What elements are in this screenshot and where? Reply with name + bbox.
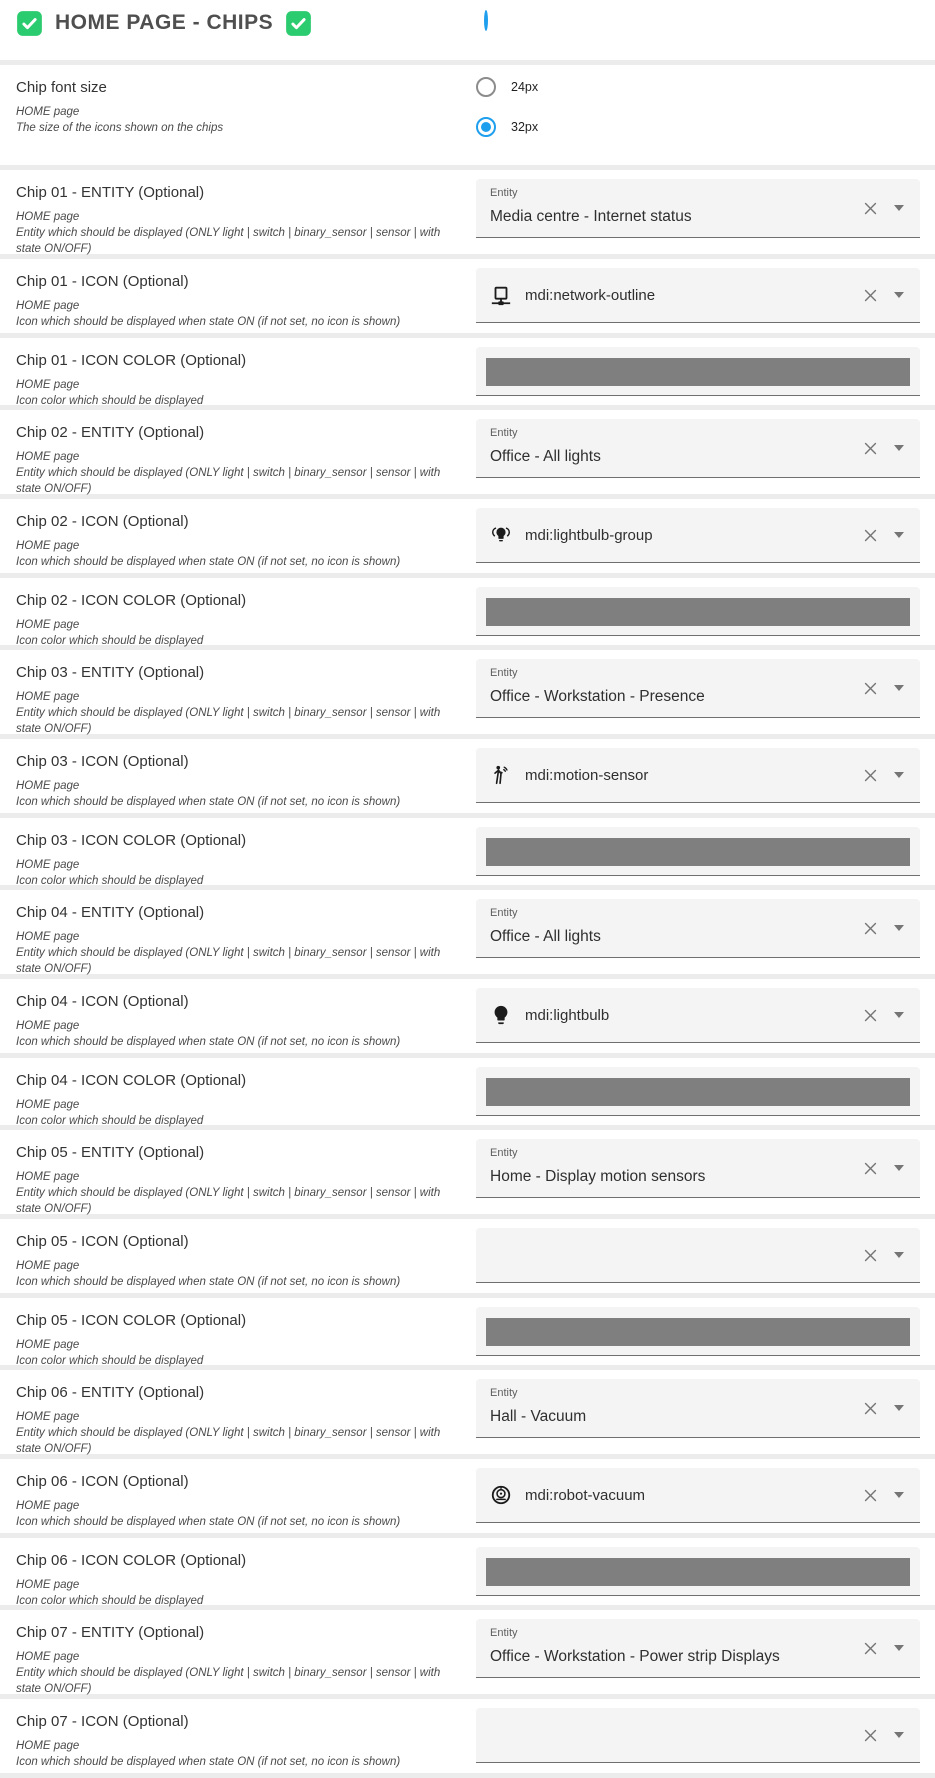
section-description: Icon which should be displayed when state ON (if not set, no icon is shown): [16, 1756, 401, 1769]
section-description: Icon color which should be displayed: [16, 1595, 204, 1608]
config-row: [0, 170, 935, 259]
section-title: Chip 05 - ICON COLOR (Optional): [16, 1312, 247, 1329]
section-title: Chip 02 - ICON (Optional): [16, 513, 189, 530]
section-title: Chip 06 - ICON (Optional): [16, 1473, 189, 1490]
entity-field[interactable]: [476, 659, 920, 718]
font-size-option[interactable]: [476, 117, 920, 137]
entity-field-value: Office - All lights: [490, 448, 601, 465]
entity-field-value: Office - Workstation - Power strip Displays: [490, 1648, 780, 1665]
config-row: [0, 890, 935, 979]
clear-button[interactable]: [861, 1159, 879, 1177]
section-description: Entity which should be displayed (ONLY light | switch | binary_sensor | sensor | with state ON/OFF): [16, 1427, 441, 1456]
icon-field-value: mdi:motion-sensor: [525, 766, 649, 784]
section-title: Chip 06 - ICON COLOR (Optional): [16, 1552, 247, 1569]
radio-icon: [476, 77, 496, 97]
section-subtitle: HOME page: [16, 1171, 80, 1183]
section-title: Chip 05 - ICON (Optional): [16, 1233, 189, 1250]
config-row: [0, 1370, 935, 1459]
section-subtitle: HOME page: [16, 780, 80, 792]
dropdown-caret-icon[interactable]: [892, 921, 906, 935]
color-field[interactable]: [476, 587, 920, 636]
lightbulb-group-icon: [490, 524, 512, 546]
section-subtitle: HOME page: [16, 300, 80, 312]
section-title: Chip 01 - ICON (Optional): [16, 273, 189, 290]
entity-field-value: Hall - Vacuum: [490, 1408, 587, 1425]
color-field[interactable]: [476, 1547, 920, 1596]
entity-field[interactable]: [476, 179, 920, 238]
clear-button[interactable]: [861, 766, 879, 784]
entity-field-value: Media centre - Internet status: [490, 208, 692, 225]
check-icon: [16, 10, 43, 37]
dropdown-caret-icon[interactable]: [892, 441, 906, 455]
radio-icon: [476, 117, 496, 137]
color-swatch: [486, 358, 910, 386]
clear-button[interactable]: [861, 439, 879, 457]
config-row: [0, 1538, 935, 1610]
section-title: Chip 05 - ENTITY (Optional): [16, 1144, 205, 1161]
section-subtitle: HOME page: [16, 1099, 80, 1111]
clear-button[interactable]: [861, 526, 879, 544]
section-description: Icon which should be displayed when state ON (if not set, no icon is shown): [16, 316, 401, 329]
clear-button[interactable]: [861, 1399, 879, 1417]
dropdown-caret-icon[interactable]: [892, 1728, 906, 1742]
dropdown-caret-icon[interactable]: [892, 1401, 906, 1415]
clear-button[interactable]: [861, 286, 879, 304]
icon-field[interactable]: [476, 988, 920, 1043]
section-description: The size of the icons shown on the chips: [16, 122, 224, 135]
entity-field-label: Entity: [490, 907, 518, 919]
entity-field-label: Entity: [490, 667, 518, 679]
section-subtitle: HOME page: [16, 1411, 80, 1423]
section-subtitle: HOME page: [16, 1740, 80, 1752]
sections-list: [0, 170, 935, 1778]
clear-button[interactable]: [861, 1246, 879, 1264]
section-title: Chip 06 - ENTITY (Optional): [16, 1384, 205, 1401]
config-row: [0, 1130, 935, 1219]
section-description: Icon color which should be displayed: [16, 1115, 204, 1128]
clear-button[interactable]: [861, 1006, 879, 1024]
section-title: Chip 02 - ICON COLOR (Optional): [16, 592, 247, 609]
robot-vacuum-icon: [490, 1484, 512, 1506]
section-title: Chip 04 - ENTITY (Optional): [16, 904, 205, 921]
clear-button[interactable]: [861, 919, 879, 937]
section-title: Chip 03 - ICON COLOR (Optional): [16, 832, 247, 849]
dropdown-caret-icon[interactable]: [892, 528, 906, 542]
config-row: [0, 979, 935, 1058]
entity-field-value: Office - All lights: [490, 928, 601, 945]
icon-field-value: mdi:lightbulb: [525, 1006, 610, 1024]
section-description: Entity which should be displayed (ONLY light | switch | binary_sensor | sensor | with state ON/OFF): [16, 227, 441, 256]
dropdown-caret-icon[interactable]: [892, 1161, 906, 1175]
entity-field-label: Entity: [490, 1147, 518, 1159]
entity-field-label: Entity: [490, 1387, 518, 1399]
icon-field[interactable]: [476, 268, 920, 323]
section-description: Entity which should be displayed (ONLY light | switch | binary_sensor | sensor | with state ON/OFF): [16, 707, 441, 736]
entity-field-label: Entity: [490, 187, 518, 199]
icon-field-value: mdi:lightbulb-group: [525, 526, 653, 544]
section-description: Icon which should be displayed when state ON (if not set, no icon is shown): [16, 1276, 401, 1289]
section-title: Chip 07 - ICON (Optional): [16, 1713, 189, 1730]
color-field[interactable]: [476, 347, 920, 396]
dropdown-caret-icon[interactable]: [892, 201, 906, 215]
config-row: [0, 1058, 935, 1130]
dropdown-caret-icon[interactable]: [892, 768, 906, 782]
section-subtitle: HOME page: [16, 379, 80, 391]
color-swatch: [486, 598, 910, 626]
section-description: Icon color which should be displayed: [16, 635, 204, 648]
clear-button[interactable]: [861, 679, 879, 697]
dropdown-caret-icon[interactable]: [892, 1008, 906, 1022]
entity-field-label: Entity: [490, 1627, 518, 1639]
section-subtitle: HOME page: [16, 1260, 80, 1272]
radio-label: 32px: [511, 120, 539, 134]
config-row: [0, 499, 935, 578]
entity-field[interactable]: [476, 899, 920, 958]
section-title: Chip 03 - ICON (Optional): [16, 753, 189, 770]
icon-field[interactable]: [476, 748, 920, 803]
color-swatch: [486, 1558, 910, 1586]
clear-button[interactable]: [861, 1639, 879, 1657]
color-swatch: [486, 1318, 910, 1346]
icon-field[interactable]: [476, 508, 920, 563]
section-title: Chip 02 - ENTITY (Optional): [16, 424, 205, 441]
dropdown-caret-icon[interactable]: [892, 1488, 906, 1502]
page-header: [0, 0, 935, 65]
color-swatch: [486, 1078, 910, 1106]
config-row: [0, 818, 935, 890]
section-description: Icon color which should be displayed: [16, 875, 204, 888]
section-description: Icon which should be displayed when state ON (if not set, no icon is shown): [16, 796, 401, 809]
radio-label: 24px: [511, 80, 539, 94]
section-title: Chip 04 - ICON COLOR (Optional): [16, 1072, 247, 1089]
section-subtitle: HOME page: [16, 1339, 80, 1351]
section-description: Icon color which should be displayed: [16, 1355, 204, 1368]
config-row: [0, 650, 935, 739]
section-title: Chip 07 - ENTITY (Optional): [16, 1624, 205, 1641]
entity-field[interactable]: [476, 1139, 920, 1198]
section-subtitle: HOME page: [16, 691, 80, 703]
icon-field[interactable]: [476, 1468, 920, 1523]
section-subtitle: HOME page: [16, 1651, 80, 1663]
config-row: [0, 1298, 935, 1370]
section-subtitle: HOME page: [16, 931, 80, 943]
font-size-option[interactable]: [476, 77, 920, 97]
section-subtitle: HOME page: [16, 540, 80, 552]
config-row: [0, 1610, 935, 1699]
config-row: [0, 1459, 935, 1538]
section-subtitle: HOME page: [16, 211, 80, 223]
radio-selected-icon: [484, 10, 488, 31]
entity-field[interactable]: [476, 419, 920, 478]
entity-field[interactable]: [476, 1379, 920, 1438]
section-description: Icon which should be displayed when state ON (if not set, no icon is shown): [16, 556, 401, 569]
color-field[interactable]: [476, 1307, 920, 1356]
section-title: Chip font size: [16, 79, 107, 96]
section-subtitle: HOME page: [16, 1020, 80, 1032]
section-title: Chip 01 - ICON COLOR (Optional): [16, 352, 247, 369]
entity-field-value: Office - Workstation - Presence: [490, 688, 705, 705]
color-field[interactable]: [476, 1067, 920, 1116]
clear-button[interactable]: [861, 1726, 879, 1744]
config-row: [0, 259, 935, 338]
section-description: Entity which should be displayed (ONLY light | switch | binary_sensor | sensor | with state ON/OFF): [16, 947, 441, 976]
section-description: Icon color which should be displayed: [16, 395, 204, 408]
network-outline-icon: [490, 284, 512, 306]
config-row: [0, 1219, 935, 1298]
icon-field[interactable]: [476, 1228, 920, 1283]
section-title: Chip 03 - ENTITY (Optional): [16, 664, 205, 681]
section-subtitle: HOME page: [16, 859, 80, 871]
entity-field-label: Entity: [490, 427, 518, 439]
color-swatch: [486, 838, 910, 866]
section-description: Icon which should be displayed when state ON (if not set, no icon is shown): [16, 1516, 401, 1529]
motion-sensor-icon: [490, 764, 512, 786]
lightbulb-icon: [490, 1004, 512, 1026]
section-chip-font-size: [0, 65, 935, 170]
section-description: Entity which should be displayed (ONLY light | switch | binary_sensor | sensor | with state ON/OFF): [16, 467, 441, 496]
section-title: Chip 04 - ICON (Optional): [16, 993, 189, 1010]
section-subtitle: HOME page: [16, 1500, 80, 1512]
section-subtitle: HOME page: [16, 1579, 80, 1591]
clear-button[interactable]: [861, 199, 879, 217]
icon-field[interactable]: [476, 1708, 920, 1763]
icon-field-value: mdi:network-outline: [525, 286, 656, 304]
dropdown-caret-icon[interactable]: [892, 681, 906, 695]
entity-field-value: Home - Display motion sensors: [490, 1168, 706, 1185]
section-description: Entity which should be displayed (ONLY light | switch | binary_sensor | sensor | with state ON/OFF): [16, 1187, 441, 1216]
config-row: [0, 578, 935, 650]
dropdown-caret-icon[interactable]: [892, 1248, 906, 1262]
section-title: Chip 01 - ENTITY (Optional): [16, 184, 205, 201]
header-radio[interactable]: [484, 12, 488, 30]
section-subtitle: HOME page: [16, 619, 80, 631]
section-subtitle: HOME page: [16, 106, 80, 118]
config-row: [0, 739, 935, 818]
section-description: Entity which should be displayed (ONLY light | switch | binary_sensor | sensor | with state ON/OFF): [16, 1667, 441, 1696]
page-title: HOME PAGE - CHIPS: [55, 11, 274, 34]
config-row: [0, 1699, 935, 1778]
dropdown-caret-icon[interactable]: [892, 288, 906, 302]
color-field[interactable]: [476, 827, 920, 876]
section-subtitle: HOME page: [16, 451, 80, 463]
dropdown-caret-icon[interactable]: [892, 1641, 906, 1655]
icon-field-value: mdi:robot-vacuum: [525, 1486, 646, 1504]
check-icon: [285, 10, 312, 37]
section-description: Icon which should be displayed when state ON (if not set, no icon is shown): [16, 1036, 401, 1049]
clear-button[interactable]: [861, 1486, 879, 1504]
config-row: [0, 338, 935, 410]
entity-field[interactable]: [476, 1619, 920, 1678]
config-row: [0, 410, 935, 499]
